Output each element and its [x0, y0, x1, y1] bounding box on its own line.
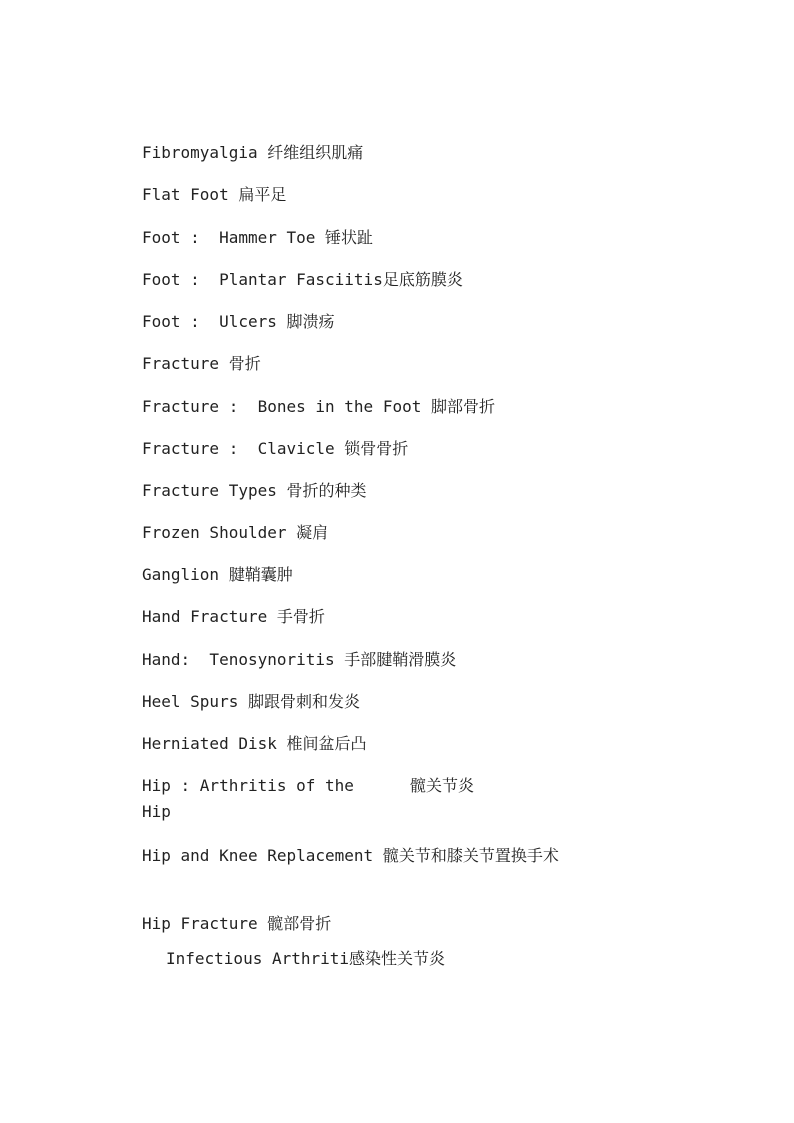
entry-hammer-toe — [142, 225, 373, 251]
entry-en: Fracture — [142, 354, 229, 373]
entry-zh: 髋部骨折 — [267, 914, 332, 933]
entry-zh: 脚部骨折 — [430, 397, 495, 416]
entry-zh: 锁骨骨折 — [344, 439, 409, 458]
entry-en: Ganglion — [142, 565, 229, 584]
entry-zh: 足底筋膜炎 — [382, 270, 463, 289]
entry-hip-knee-replacement — [142, 843, 612, 869]
entry-en: Fracture : Bones in the Foot — [142, 397, 431, 416]
entry-en: Foot : Hammer Toe — [142, 228, 326, 247]
entry-en: Hand Fracture — [142, 607, 277, 626]
entry-frozen-shoulder — [142, 520, 328, 546]
entry-zh: 感染性关节炎 — [349, 949, 446, 968]
entry-hand-tenosynoritis — [142, 647, 456, 673]
entry-zh: 纤维组织肌痛 — [267, 143, 364, 162]
entry-flat-foot — [142, 182, 286, 208]
entry-fracture-clavicle — [142, 436, 408, 462]
entry-hip-fracture — [142, 911, 331, 937]
entry-en: Fracture Types — [142, 481, 287, 500]
entry-en: Fibromyalgia — [142, 143, 268, 162]
entry-infectious-arthritis — [166, 946, 445, 972]
entry-foot-ulcers — [142, 309, 335, 335]
entry-en: Hip Fracture — [142, 914, 268, 933]
entry-hip-arthritis-en: Hip : Arthritis of the Hip — [142, 776, 354, 821]
entry-en: Heel Spurs — [142, 692, 248, 711]
entry-zh: 椎间盆后凸 — [286, 734, 367, 753]
entry-zh: 手骨折 — [276, 607, 325, 626]
entry-en: Herniated Disk — [142, 734, 287, 753]
entry-hand-fracture — [142, 604, 325, 630]
entry-zh: 脚跟骨刺和发炎 — [247, 692, 360, 711]
entry-ganglion — [142, 562, 293, 588]
entry-zh: 腱鞘囊肿 — [228, 565, 293, 584]
entry-herniated-disk — [142, 731, 367, 757]
entry-en: Foot : Ulcers — [142, 312, 287, 331]
entry-en: Hip and Knee Replacement — [142, 846, 383, 865]
entry-en: Hand: Tenosynoritis — [142, 650, 345, 669]
entry-en: Infectious Arthriti — [166, 949, 350, 968]
entry-zh: 锤状趾 — [325, 228, 374, 247]
entry-heel-spurs — [142, 689, 360, 715]
entry-fracture-foot — [142, 394, 495, 420]
entry-en: Frozen Shoulder — [142, 523, 297, 542]
entry-fibromyalgia — [142, 140, 363, 166]
entry-en: Fracture : Clavicle — [142, 439, 345, 458]
entry-zh: 骨折的种类 — [286, 481, 367, 500]
entry-zh: 脚溃疡 — [286, 312, 335, 331]
entry-fracture — [142, 351, 261, 377]
entry-en: Flat Foot — [142, 185, 239, 204]
entry-hip-arthritis-zh: 髋关节炎 — [410, 776, 475, 795]
entry-zh: 手部腱鞘滑膜炎 — [344, 650, 457, 669]
entry-fracture-types — [142, 478, 367, 504]
entry-zh: 髋关节和膝关节置换手术 — [382, 846, 559, 865]
entry-en: Foot : Plantar Fasciitis — [142, 270, 383, 289]
entry-zh: 骨折 — [228, 354, 261, 373]
entry-plantar-fasciitis — [142, 267, 463, 293]
entry-zh: 扁平足 — [238, 185, 287, 204]
entry-zh: 凝肩 — [296, 523, 329, 542]
